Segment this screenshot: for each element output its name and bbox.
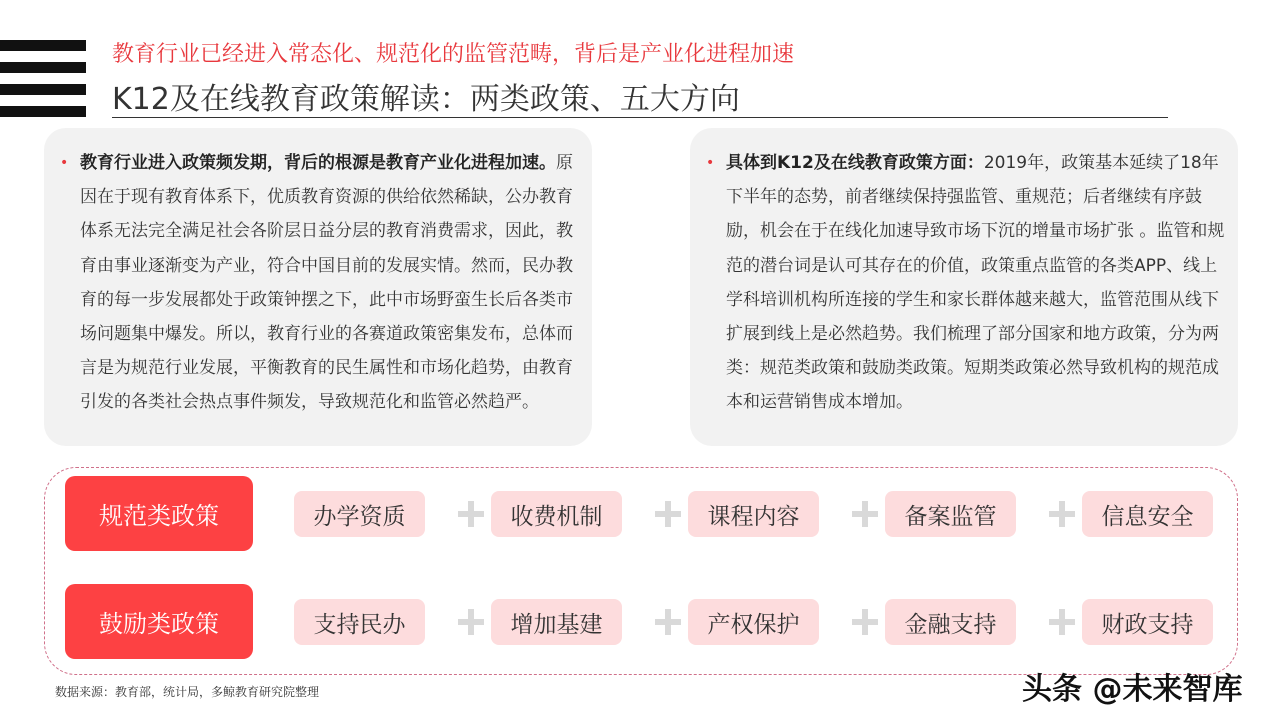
right-text-card: [690, 128, 1238, 446]
left-text-card: [44, 128, 592, 446]
menu-bars-logo: [0, 40, 86, 128]
left-card-heading: 教育行业进入政策频发期，背后的根源是教育产业化进程加速。: [80, 153, 556, 173]
policy-item: 财政支持: [1082, 599, 1213, 645]
plus-icon: [458, 501, 484, 527]
title-divider: [112, 117, 1168, 118]
right-card-body: 2019年，政策基本延续了18年下半年的态势，前者继续保持强监管、重规范；后者继续有序鼓励，机会在于在线化加速导致市场下沉的增量市场扩张 。监管和规范的潜台词是认可其存在的价值，政策重点监管的各类APP、线上学科培训机构所连接的学生和家长群体越来越大，监管范围从线下扩展到线上是必然趋势。我们梳理了部分国家和地方政策，分为两类：规范类政策和鼓励类政策。短期类政策必然导致机构的规范成本和运营销售成本增加。: [726, 153, 1225, 413]
left-card-body: 原因在于现有教育体系下，优质教育资源的供给依然稀缺，公办教育体系无法完全满足社会各阶层日益分层的教育消费需求，因此，教育由事业逐渐变为产业，符合中国目前的发展实情。然而，民办教育的每一步发展都处于政策钟摆之下，此中市场野蛮生长后各类市场问题集中爆发。所以，教育行业的各赛道政策密集发布，总体而言是为规范行业发展，平衡教育的民生属性和市场化趋势，由教育引发的各类社会热点事件频发，导致规范化和监管必然趋严。: [80, 153, 573, 413]
plus-icon: [655, 501, 681, 527]
page-title: K12及在线教育政策解读：两类政策、五大方向: [112, 82, 740, 117]
plus-icon: [655, 609, 681, 635]
policy-item: 备案监管: [885, 491, 1016, 537]
policy-item: 信息安全: [1082, 491, 1213, 537]
data-source: 数据来源：教育部，统计局，多鲸教育研究院整理: [55, 685, 320, 699]
watermark: 头条 @未来智库: [1022, 672, 1243, 707]
policy-item: 办学资质: [294, 491, 425, 537]
policy-item: 收费机制: [491, 491, 622, 537]
policy-item: 增加基建: [491, 599, 622, 645]
policy-item: 金融支持: [885, 599, 1016, 645]
plus-icon: [458, 609, 484, 635]
plus-icon: [1049, 609, 1075, 635]
plus-icon: [1049, 501, 1075, 527]
plus-icon: [852, 501, 878, 527]
policy-item: 课程内容: [688, 491, 819, 537]
bullet-icon: •: [706, 155, 715, 171]
bullet-icon: •: [60, 155, 69, 171]
policy-category: 规范类政策: [65, 476, 253, 551]
right-card-heading: 具体到K12及在线教育政策方面：: [726, 153, 984, 173]
policy-category: 鼓励类政策: [65, 584, 253, 659]
policy-item: 支持民办: [294, 599, 425, 645]
plus-icon: [852, 609, 878, 635]
policy-item: 产权保护: [688, 599, 819, 645]
page-subtitle: 教育行业已经进入常态化、规范化的监管范畴，背后是产业化进程加速: [112, 42, 795, 67]
